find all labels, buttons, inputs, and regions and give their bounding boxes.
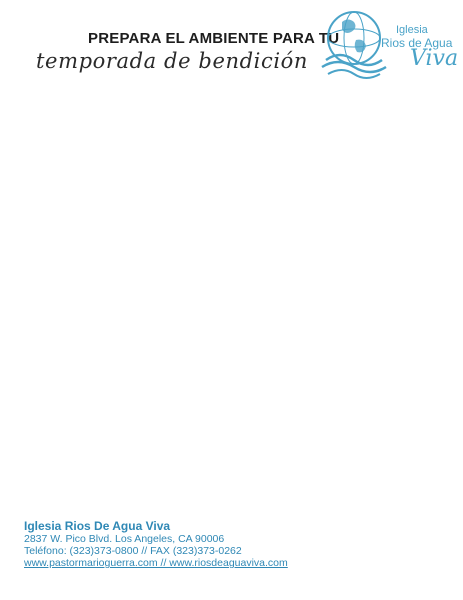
logo-text-viva: Viva: [410, 46, 459, 71]
footer-phone: Teléfono: (323)373-0800 // FAX (323)373-0262: [24, 545, 242, 557]
document-header: [0, 0, 463, 92]
church-contact-footer: [24, 520, 444, 570]
title-line-1: PREPARA EL AMBIENTE PARA TU: [88, 30, 340, 47]
footer-church-name: Iglesia Rios De Agua Viva: [24, 519, 171, 533]
title-line-2: temporada de bendición: [36, 49, 309, 73]
logo-text-iglesia: Iglesia: [396, 24, 428, 36]
footer-address: 2837 W. Pico Blvd. Los Angeles, CA 90006: [24, 533, 225, 545]
footer-websites[interactable]: www.pastormarioguerra.com // www.riosdeaguaviva.com: [24, 557, 288, 569]
globe-waves-icon: [318, 4, 388, 84]
church-logo: [318, 4, 458, 90]
logo-text-rios: Rios de Agua: [381, 36, 453, 50]
